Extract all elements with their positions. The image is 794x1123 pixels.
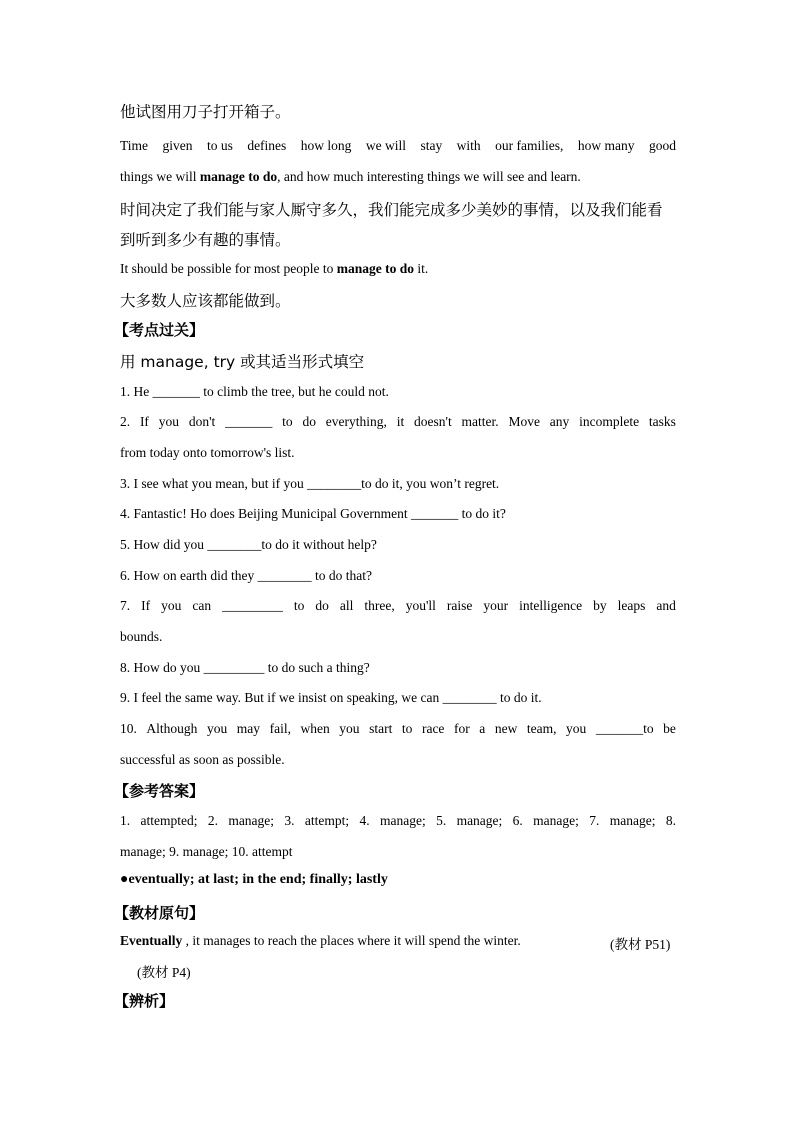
question-item: from today onto tomorrow's list. [120, 445, 295, 460]
word: good [648, 138, 676, 153]
word: how many [577, 138, 635, 153]
highlight-phrase: manage to do [199, 169, 278, 184]
word: how long [300, 138, 352, 153]
text-run: things we will [120, 169, 200, 184]
word: manage; [379, 813, 426, 828]
word: any [549, 414, 570, 429]
word: 10. [120, 721, 137, 736]
section-heading: 【辨析】 [114, 992, 175, 1010]
word: you [339, 721, 360, 736]
source-reference: (教材 P51) [610, 937, 671, 952]
word: all [339, 598, 354, 613]
highlight-phrase: Eventually [120, 933, 183, 948]
word: leaps [617, 598, 646, 613]
word: If [139, 414, 149, 429]
word: Although [146, 721, 198, 736]
word: can [192, 598, 212, 613]
question-item: 8. How do you _________ to do such a thing? [120, 660, 370, 675]
word: race [421, 721, 445, 736]
word: given [162, 138, 193, 153]
word: attempted; [140, 813, 198, 828]
example-sentence-line [120, 261, 428, 277]
word: 2. [120, 414, 131, 429]
word: we will [365, 138, 406, 153]
word: 4. [359, 813, 370, 828]
word: you [206, 721, 228, 736]
question-item [120, 598, 676, 614]
word: you [158, 414, 179, 429]
question-item: successful as soon as possible. [120, 752, 285, 767]
example-translation: 到听到多少有趣的事情。 [120, 231, 291, 249]
word: you [161, 598, 182, 613]
question-item: 3. I see what you mean, but if you ________to do it, you won’t regret. [120, 476, 500, 491]
example-sentence-line [120, 138, 676, 154]
word: Time [120, 138, 149, 153]
word: 8. [665, 813, 676, 828]
word: three, [364, 598, 395, 613]
word: If [141, 598, 151, 613]
text-run: It should be possible for most people to [120, 261, 337, 276]
word: 3. [284, 813, 295, 828]
question-item: 1. He _______ to climb the tree, but he could not. [120, 384, 389, 399]
word: 7. [120, 598, 131, 613]
example-translation: 大多数人应该都能做到。 [120, 292, 291, 310]
word: manage; [609, 813, 656, 828]
word: to [293, 598, 305, 613]
word: 2. [207, 813, 218, 828]
word: you [566, 721, 587, 736]
word: do [302, 414, 316, 429]
word: doesn't [414, 414, 452, 429]
word: intelligence [519, 598, 583, 613]
question-item: 9. I feel the same way. But if we insist on speaking, we can ________ to do it. [120, 690, 542, 705]
word: start [369, 721, 393, 736]
section-heading: 【参考答案】 [114, 782, 205, 800]
word: 6. [512, 813, 523, 828]
word: and [656, 598, 676, 613]
word: 1. [120, 813, 131, 828]
word: team, [526, 721, 557, 736]
word: defines [247, 138, 287, 153]
word: _______ [225, 414, 273, 429]
word: stay [420, 138, 443, 153]
word: your [483, 598, 509, 613]
word: tasks [648, 414, 676, 429]
word: 7. [589, 813, 600, 828]
bullet-title: ●eventually; at last; in the end; finally; lastly [120, 872, 388, 887]
question-item: 6. How on earth did they ________ to do that? [120, 568, 372, 583]
word: Move [508, 414, 540, 429]
word: be [663, 721, 676, 736]
word: do [315, 598, 329, 613]
word: manage; [228, 813, 275, 828]
source-sentence [120, 933, 521, 949]
text-run: , it manages to reach the places where it will spend the winter. [182, 933, 521, 948]
word: when [300, 721, 330, 736]
word: by [593, 598, 607, 613]
word: to [401, 721, 413, 736]
word: to us [206, 138, 233, 153]
source-reference: (教材 P4) [137, 965, 191, 980]
question-item: 5. How did you ________to do it without help? [120, 537, 377, 552]
question-item: bounds. [120, 629, 163, 644]
word: matter. [461, 414, 499, 429]
question-item: 4. Fantastic! Ho does Beijing Municipal Government _______ to do it? [120, 506, 506, 521]
word: new [494, 721, 518, 736]
word: a [479, 721, 486, 736]
text-run: it. [413, 261, 429, 276]
word: everything, [325, 414, 387, 429]
instruction: 用 manage, try 或其适当形式填空 [120, 353, 365, 371]
example-translation: 他试图用刀子打开箱子。 [120, 103, 291, 121]
section-heading: 【教材原句】 [114, 904, 205, 922]
example-translation: 时间决定了我们能与家人厮守多久，我们能完成多少美妙的事情，以及我们能看 [120, 201, 663, 219]
answer-line [120, 813, 676, 829]
question-item [120, 721, 676, 737]
word: 5. [436, 813, 447, 828]
word: don't [188, 414, 216, 429]
word: you'll [405, 598, 436, 613]
word: our families, [495, 138, 564, 153]
word: manage; [456, 813, 503, 828]
word: it [396, 414, 405, 429]
word: _______to [595, 721, 654, 736]
example-sentence-line [120, 169, 581, 185]
word: with [456, 138, 481, 153]
word: manage; [533, 813, 579, 828]
word: raise [446, 598, 473, 613]
word: fail, [269, 721, 291, 736]
word: _________ [222, 598, 283, 613]
text-run: , and how much interesting things we will see and learn. [277, 169, 581, 184]
section-heading: 【考点过关】 [114, 321, 205, 339]
word: for [453, 721, 470, 736]
question-item [120, 414, 676, 430]
word: incomplete [579, 414, 640, 429]
word: may [236, 721, 261, 736]
word: attempt; [304, 813, 350, 828]
word: to [282, 414, 293, 429]
highlight-phrase: manage to do [336, 261, 414, 276]
answer-line: manage; 9. manage; 10. attempt [120, 844, 293, 859]
